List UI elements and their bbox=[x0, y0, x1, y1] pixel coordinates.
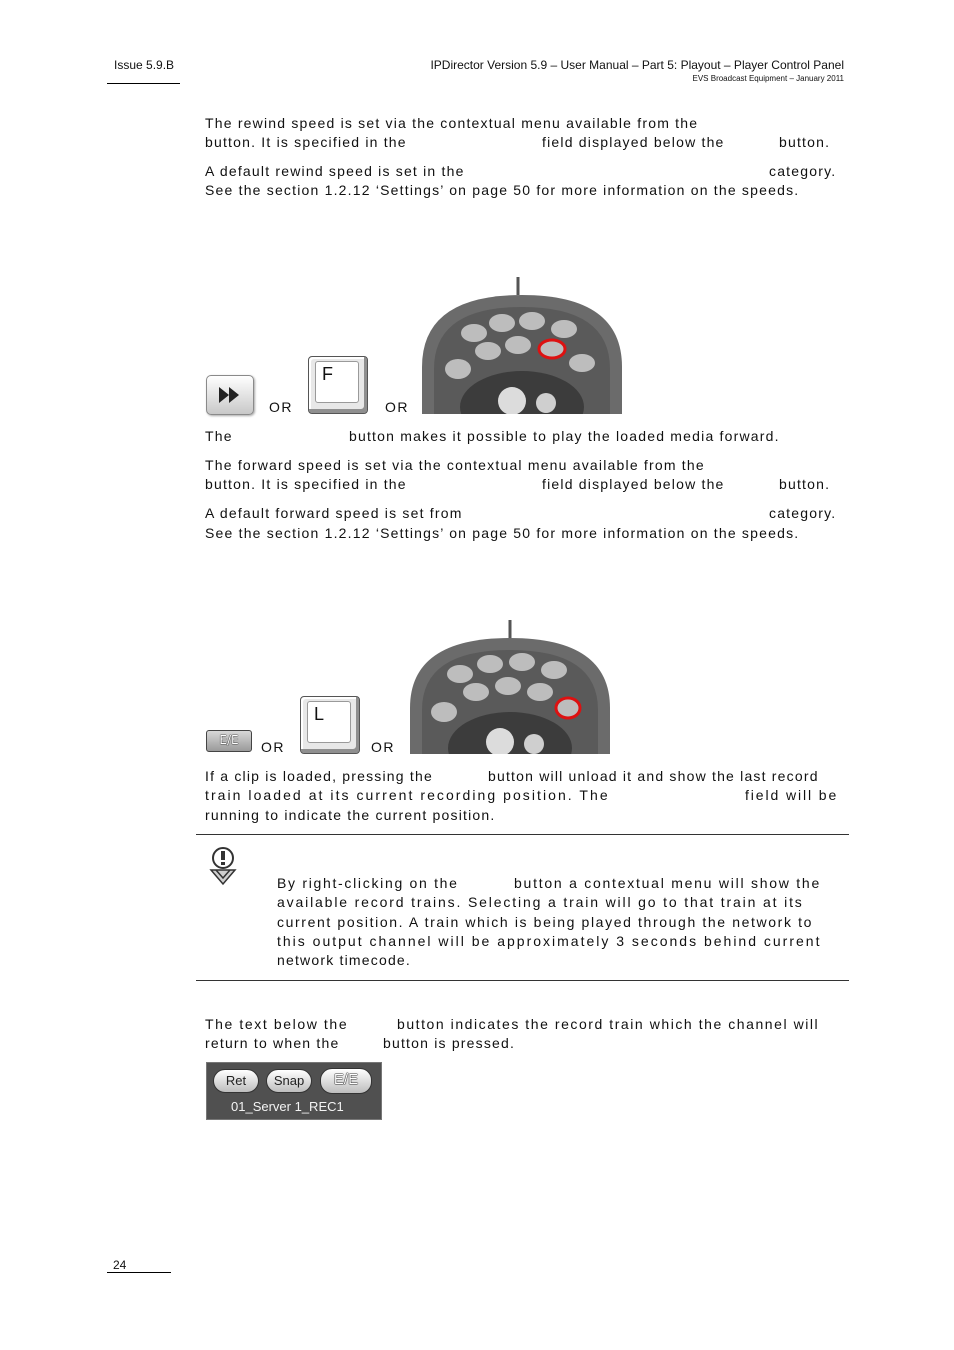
fast-forward-button[interactable] bbox=[206, 375, 254, 415]
forward-text-line: field displayed below the bbox=[542, 476, 725, 492]
forward-text-line: category. bbox=[769, 505, 837, 521]
keyboard-key-l bbox=[300, 696, 360, 754]
forward-text-line: A default forward speed is set from bbox=[205, 505, 463, 521]
footer-rule bbox=[107, 1272, 171, 1273]
note-text-line: By right-clicking on the bbox=[277, 875, 459, 891]
or-label: OR bbox=[371, 739, 395, 755]
note-bottom-rule bbox=[196, 980, 849, 981]
ee-button[interactable]: E/E bbox=[320, 1068, 372, 1094]
forward-text-line: See the section 1.2.12 ‘Settings’ on page 50 for more information on the speeds. bbox=[205, 525, 800, 541]
note-text-line: button a contextual menu will show the bbox=[514, 875, 821, 891]
return-text-line: button indicates the record train which the channel will bbox=[397, 1016, 820, 1032]
fast-forward-icon bbox=[207, 376, 253, 414]
document-title: IPDirector Version 5.9 – User Manual – Part 5: Playout – Player Control Panel bbox=[430, 58, 844, 72]
forward-text-line: button makes it possible to play the loaded media forward. bbox=[349, 428, 780, 444]
rewind-text-line: button. bbox=[779, 134, 831, 150]
forward-text-line: button. It is specified in the bbox=[205, 476, 407, 492]
ee-button[interactable]: E/E bbox=[206, 730, 252, 752]
ee-text-line: train loaded at its current recording position. The bbox=[205, 787, 610, 803]
key-label: F bbox=[315, 361, 359, 403]
key-label: L bbox=[307, 701, 351, 743]
header-rule bbox=[107, 83, 180, 84]
or-label: OR bbox=[385, 399, 409, 415]
remote-controller-forward-image bbox=[422, 277, 622, 414]
issue-label: Issue 5.9.B bbox=[114, 58, 175, 72]
rewind-text-line: The rewind speed is set via the contextual menu available from the bbox=[205, 115, 699, 131]
player-control-strip bbox=[206, 1062, 382, 1120]
or-label: OR bbox=[261, 739, 285, 755]
rewind-text-line: button. It is specified in the bbox=[205, 134, 407, 150]
rewind-text-line: See the section 1.2.12 ‘Settings’ on page 50 for more information on the speeds. bbox=[205, 182, 800, 198]
ee-text-line: running to indicate the current position. bbox=[205, 807, 496, 823]
remote-controller-ee-image bbox=[410, 620, 610, 754]
rewind-text-line: field displayed below the bbox=[542, 134, 725, 150]
record-train-label: 01_Server 1_REC1 bbox=[231, 1099, 344, 1114]
ee-text-line: If a clip is loaded, pressing the bbox=[205, 768, 433, 784]
keyboard-key-f bbox=[308, 356, 368, 414]
rewind-text-line: category. bbox=[769, 163, 837, 179]
note-text-line: available record trains. Selecting a train will go to that train at its bbox=[277, 894, 804, 910]
or-label: OR bbox=[269, 399, 293, 415]
ee-text-line: field will be bbox=[745, 787, 839, 803]
forward-text-line: The forward speed is set via the contextual menu available from the bbox=[205, 457, 705, 473]
document-subtitle: EVS Broadcast Equipment – January 2011 bbox=[692, 74, 844, 83]
forward-text-line: The bbox=[205, 428, 233, 444]
snap-button[interactable]: Snap bbox=[266, 1069, 312, 1093]
note-top-rule bbox=[196, 834, 849, 835]
rewind-text-line: A default rewind speed is set in the bbox=[205, 163, 465, 179]
page-number: 24 bbox=[113, 1258, 127, 1272]
note-text-line: current position. A train which is being played through the network to bbox=[277, 914, 813, 930]
ee-text-line: button will unload it and show the last record bbox=[488, 768, 819, 784]
return-text-line: The text below the bbox=[205, 1016, 349, 1032]
ret-button[interactable]: Ret bbox=[213, 1069, 259, 1093]
return-text-line: button is pressed. bbox=[383, 1035, 516, 1051]
forward-text-line: button. bbox=[779, 476, 831, 492]
note-text-line: network timecode. bbox=[277, 952, 412, 968]
note-icon bbox=[206, 846, 240, 888]
return-text-line: return to when the bbox=[205, 1035, 340, 1051]
note-text-line: this output channel will be approximately 3 seconds behind current bbox=[277, 933, 822, 949]
